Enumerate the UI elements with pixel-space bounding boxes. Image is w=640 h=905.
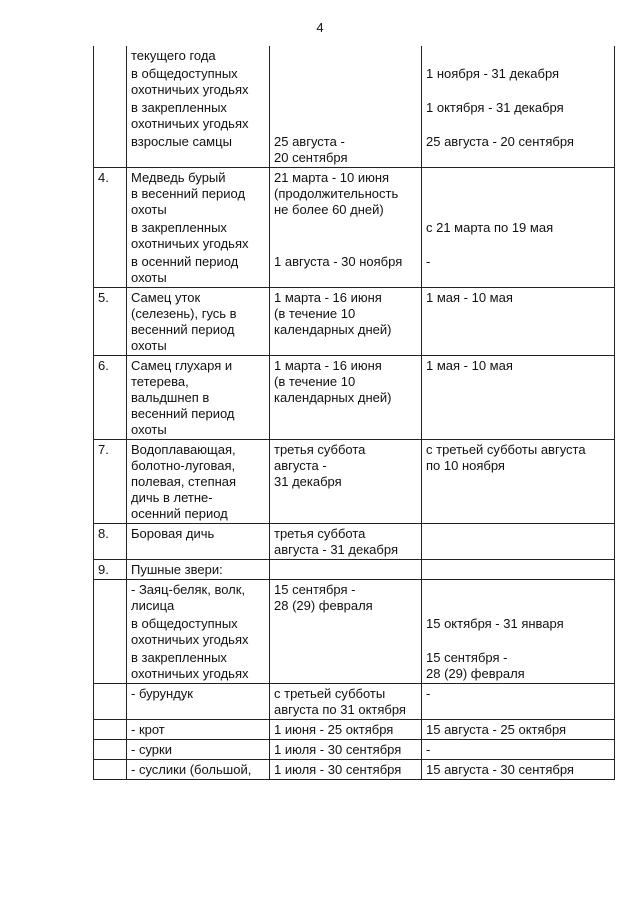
species-text: - сурки (131, 742, 172, 757)
date-range-text: 15 сентября - 28 (29) февраля (426, 650, 525, 681)
date-range-text: с третьей субботы августа по 10 ноября (426, 442, 586, 473)
row-number-cell (94, 524, 127, 560)
species-text: Водоплавающая, болотно-луговая, полевая, степная дичь в летне- осенний период (131, 442, 237, 521)
row-number: 8. (98, 526, 109, 541)
species-cell (127, 580, 270, 684)
date-range-text: с 21 марта по 19 мая (426, 220, 554, 235)
species-cell (127, 168, 270, 288)
date-range-text: 1 ноября - 31 декабря (426, 66, 560, 81)
species-cell (127, 46, 270, 168)
hunting-season-table (93, 46, 615, 780)
page-number: 4 (316, 20, 324, 35)
season-dates-cell (270, 684, 422, 720)
date-range-text (274, 616, 417, 648)
table-row (94, 580, 615, 684)
species-text: - Заяц-беляк, волк, лисица (131, 582, 246, 613)
table-row (94, 760, 615, 780)
date-range-text (274, 100, 417, 132)
table-row (94, 440, 615, 524)
row-number: 7. (98, 442, 109, 457)
date-range-text (274, 66, 417, 98)
species-text: в закрепленных охотничьих угодьях (131, 220, 249, 251)
date-range-text: - (426, 254, 431, 269)
table-row (94, 288, 615, 356)
date-range-text: 15 августа - 30 сентября (426, 762, 574, 777)
species-text: Самец уток (селезень), гусь в весенний период охоты (131, 290, 237, 353)
species-cell (127, 440, 270, 524)
table-row (94, 684, 615, 720)
date-range-text: с третьей субботы августа по 31 октября (274, 686, 406, 717)
date-range-text: 15 октября - 31 января (426, 616, 564, 631)
row-number: 5. (98, 290, 109, 305)
date-range-text: 25 августа - 20 сентября (274, 134, 348, 165)
date-range-text (274, 220, 417, 252)
date-range-text (426, 170, 610, 218)
date-range-text: 1 июля - 30 сентября (274, 762, 402, 777)
season-dates-cell (270, 720, 422, 740)
row-number: 4. (98, 170, 109, 185)
season-dates-cell (270, 356, 422, 440)
species-cell (127, 760, 270, 780)
species-text: в общедоступных охотничьих угодьях (131, 616, 249, 647)
row-number-cell (94, 356, 127, 440)
species-cell (127, 684, 270, 720)
season-dates-cell (270, 580, 422, 684)
restricted-dates-cell (422, 560, 615, 580)
row-number-cell (94, 168, 127, 288)
row-number-cell (94, 684, 127, 720)
table-row (94, 168, 615, 288)
restricted-dates-cell (422, 720, 615, 740)
season-dates-cell (270, 168, 422, 288)
date-range-text: 1 июня - 25 октября (274, 722, 394, 737)
species-text: текущего года (131, 48, 216, 63)
row-number-cell (94, 440, 127, 524)
season-dates-cell (270, 760, 422, 780)
date-range-text: 15 сентября - 28 (29) февраля (274, 582, 373, 613)
date-range-text: 1 марта - 16 июня (в течение 10 календарных дней) (274, 290, 392, 337)
species-text: в закрепленных охотничьих угодьях (131, 100, 249, 131)
table-row (94, 560, 615, 580)
date-range-text: 1 мая - 10 мая (426, 358, 513, 373)
species-cell (127, 740, 270, 760)
date-range-text (274, 48, 417, 64)
date-range-text: 25 августа - 20 сентября (426, 134, 574, 149)
species-text: - бурундук (131, 686, 193, 701)
date-range-text: 21 марта - 10 июня (продолжительность не более 60 дней) (274, 170, 399, 217)
date-range-text: - (426, 742, 431, 757)
species-text: Медведь бурый в весенний период охоты (131, 170, 246, 217)
species-text: - суслики (большой, (131, 762, 252, 777)
season-dates-cell (270, 440, 422, 524)
restricted-dates-cell (422, 440, 615, 524)
row-number-cell (94, 560, 127, 580)
row-number-cell (94, 46, 127, 168)
species-cell (127, 560, 270, 580)
date-range-text (274, 650, 417, 682)
date-range-text: 15 августа - 25 октября (426, 722, 567, 737)
species-cell (127, 720, 270, 740)
date-range-text (426, 48, 610, 64)
date-range-text: 1 августа - 30 ноября (274, 254, 403, 269)
restricted-dates-cell (422, 740, 615, 760)
restricted-dates-cell (422, 684, 615, 720)
date-range-text: третья суббота августа - 31 декабря (274, 526, 398, 557)
date-range-text (426, 582, 610, 614)
row-number-cell (94, 760, 127, 780)
table-row (94, 720, 615, 740)
restricted-dates-cell (422, 168, 615, 288)
species-text: в общедоступных охотничьих угодьях (131, 66, 249, 97)
restricted-dates-cell (422, 524, 615, 560)
season-dates-cell (270, 740, 422, 760)
row-number: 9. (98, 562, 109, 577)
species-text: взрослые самцы (131, 134, 232, 149)
restricted-dates-cell (422, 356, 615, 440)
season-dates-cell (270, 524, 422, 560)
table-row (94, 524, 615, 560)
restricted-dates-cell (422, 580, 615, 684)
table-row (94, 740, 615, 760)
species-text: Боровая дичь (131, 526, 215, 541)
date-range-text (426, 562, 610, 578)
date-range-text: 1 июля - 30 сентября (274, 742, 402, 757)
date-range-text (426, 526, 610, 558)
table-row (94, 356, 615, 440)
species-cell (127, 524, 270, 560)
restricted-dates-cell (422, 760, 615, 780)
season-dates-cell (270, 288, 422, 356)
date-range-text: - (426, 686, 431, 701)
restricted-dates-cell (422, 288, 615, 356)
row-number-cell (94, 740, 127, 760)
date-range-text: 1 мая - 10 мая (426, 290, 513, 305)
row-number-cell (94, 288, 127, 356)
table-row (94, 46, 615, 168)
date-range-text: 1 марта - 16 июня (в течение 10 календарных дней) (274, 358, 392, 405)
species-text: - крот (131, 722, 165, 737)
date-range-text (274, 562, 417, 578)
row-number: 6. (98, 358, 109, 373)
season-dates-cell (270, 46, 422, 168)
species-text: Пушные звери: (131, 562, 223, 577)
date-range-text: третья суббота августа - 31 декабря (274, 442, 366, 489)
species-text: в осенний период охоты (131, 254, 239, 285)
season-dates-cell (270, 560, 422, 580)
date-range-text: 1 октября - 31 декабря (426, 100, 564, 115)
row-number-cell (94, 580, 127, 684)
species-cell (127, 288, 270, 356)
restricted-dates-cell (422, 46, 615, 168)
row-number-cell (94, 720, 127, 740)
species-cell (127, 356, 270, 440)
species-text: в закрепленных охотничьих угодьях (131, 650, 249, 681)
species-text: Самец глухаря и тетерева, вальдшнеп в весенний период охоты (131, 358, 235, 437)
